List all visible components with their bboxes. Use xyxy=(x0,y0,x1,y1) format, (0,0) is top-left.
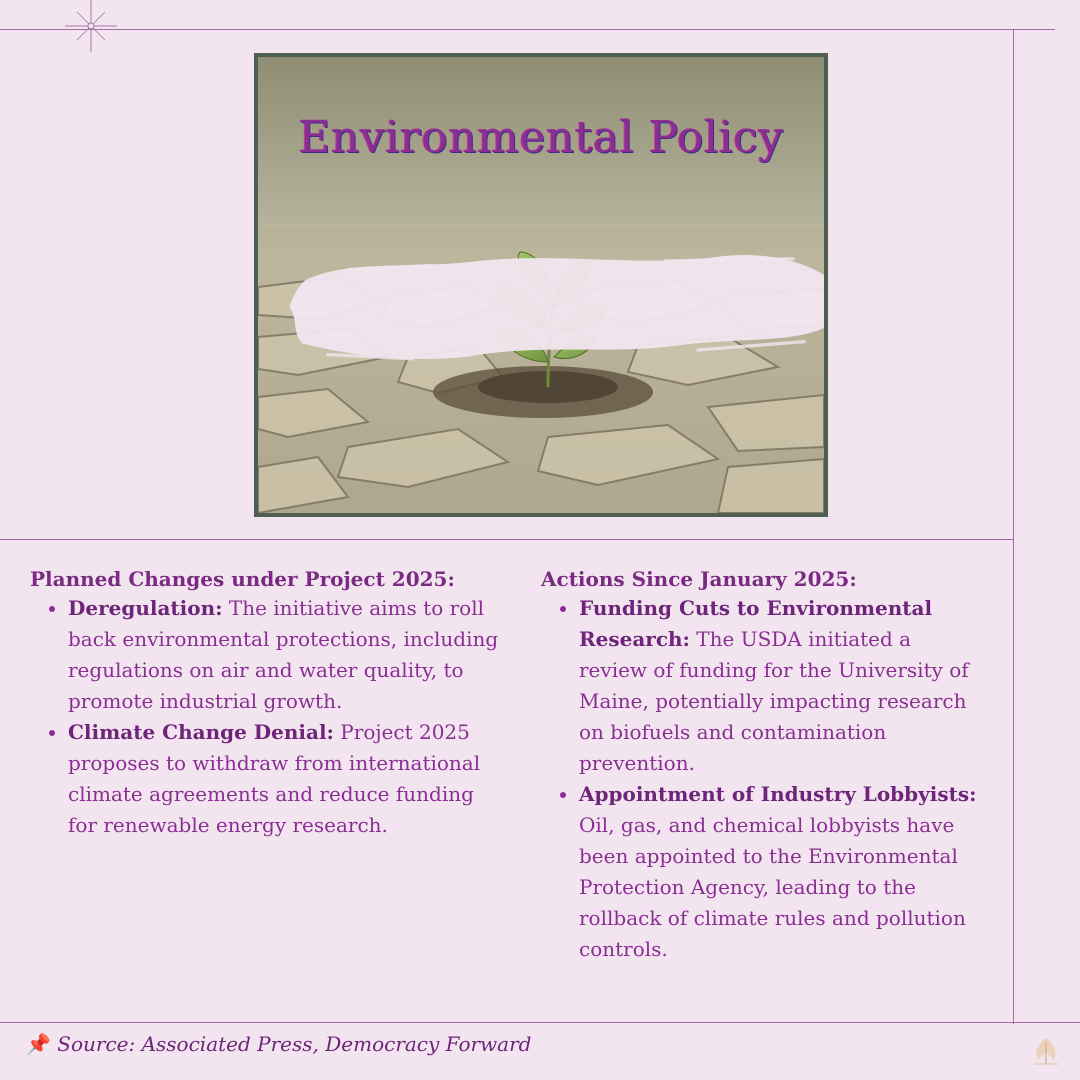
source-text: Source: Associated Press, Democracy Forward xyxy=(57,1032,532,1056)
top-rule xyxy=(0,29,1055,30)
page-title: Environmental Policy xyxy=(298,112,784,163)
right-rule xyxy=(1013,29,1014,1024)
planned-changes-section xyxy=(30,565,500,841)
item-term: Funding Cuts to Environmental Research: xyxy=(579,596,933,651)
list-item xyxy=(68,593,500,717)
list-item xyxy=(68,717,500,841)
actions-section xyxy=(541,565,981,965)
section-heading: Actions Since January 2025: xyxy=(541,567,857,591)
list-item xyxy=(579,593,981,779)
section-heading: Planned Changes under Project 2025: xyxy=(30,567,455,591)
item-term: Appointment of Industry Lobbyists: xyxy=(579,782,977,806)
item-text: The initiative aims to roll back environmental protections, including regulations on air and water quality, to promote industrial growth. xyxy=(68,596,499,713)
middle-rule xyxy=(0,539,1013,540)
pushpin-icon: 📌 xyxy=(26,1032,51,1056)
brand-logo xyxy=(1024,1030,1068,1074)
list-item xyxy=(579,779,981,965)
source-citation xyxy=(26,1032,531,1056)
item-term: Climate Change Denial: xyxy=(68,720,334,744)
item-text: The USDA initiated a review of funding for the University of Maine, potentially impacting research on biofuels and contamination prevention. xyxy=(579,627,969,775)
item-term: Deregulation: xyxy=(68,596,223,620)
item-text: Project 2025 proposes to withdraw from international climate agreements and reduce funding for renewable energy research. xyxy=(68,720,481,837)
bottom-rule xyxy=(0,1022,1080,1023)
sparkle-icon xyxy=(63,0,119,56)
planned-changes-list xyxy=(30,593,500,841)
actions-list xyxy=(541,593,981,965)
item-text: Oil, gas, and chemical lobbyists have been appointed to the Environmental Protection Agency, leading to the rollback of climate rules and pollution controls. xyxy=(579,813,966,961)
hero-image xyxy=(254,53,828,517)
